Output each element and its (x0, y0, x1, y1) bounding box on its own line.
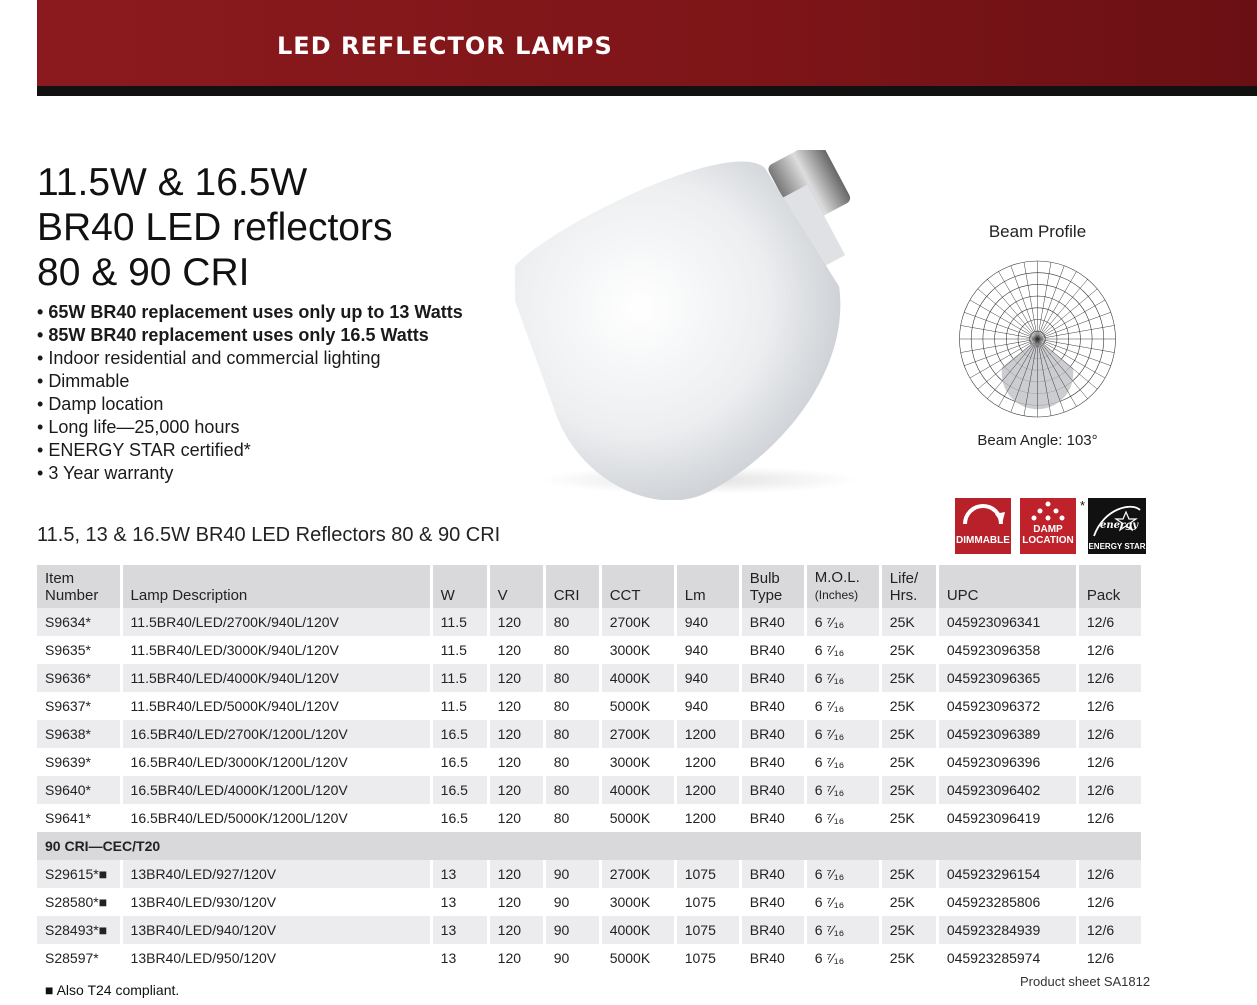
cell-upc: 045923096402 (937, 776, 1077, 804)
cell-item-number: S9635* (37, 636, 121, 664)
cell-bulb-type: BR40 (740, 916, 805, 944)
cell-volts: 120 (488, 860, 544, 888)
cell-pack: 12/6 (1077, 916, 1142, 944)
cell-mol: 6 ⁷⁄₁₆ (805, 636, 880, 664)
cell-watts: 16.5 (431, 776, 488, 804)
cell-cri: 80 (544, 748, 600, 776)
cell-life-hours: 25K (880, 720, 937, 748)
cell-cri: 90 (544, 944, 600, 972)
cell-volts: 120 (488, 664, 544, 692)
col-bulb-type (740, 565, 805, 608)
cell-volts: 120 (488, 608, 544, 636)
table-row (37, 748, 1143, 776)
cell-lumens: 1075 (675, 860, 740, 888)
cell-mol: 6 ⁷⁄₁₆ (805, 944, 880, 972)
cell-watts: 11.5 (431, 664, 488, 692)
cell-cri: 80 (544, 636, 600, 664)
cell-item-number: S28493*■ (37, 916, 121, 944)
feature-bullet: • Indoor residential and commercial lighting (37, 347, 463, 370)
dimmable-badge (955, 498, 1011, 554)
header-banner (37, 0, 1257, 86)
cell-life-hours: 25K (880, 776, 937, 804)
cell-bulb-type: BR40 (740, 776, 805, 804)
cell-lumens: 1200 (675, 748, 740, 776)
damp-location-badge (1020, 498, 1076, 554)
cell-lamp-description: 11.5BR40/LED/4000K/940L/120V (121, 664, 431, 692)
cell-item-number: S9640* (37, 776, 121, 804)
col-mol-line-2: (Inches) (814, 588, 859, 602)
cell-cct: 5000K (600, 692, 675, 720)
cell-lumens: 940 (675, 636, 740, 664)
cell-watts: 16.5 (431, 720, 488, 748)
table-caption: 11.5, 13 & 16.5W BR40 LED Reflectors 80 & 90 CRI (37, 524, 501, 546)
cell-pack: 12/6 (1077, 944, 1142, 972)
cell-mol: 6 ⁷⁄₁₆ (805, 692, 880, 720)
cell-mol: 6 ⁷⁄₁₆ (805, 804, 880, 832)
cell-upc: 045923296154 (937, 860, 1077, 888)
cell-bulb-type: BR40 (740, 636, 805, 664)
col-volts: V (488, 565, 544, 608)
cell-watts: 13 (431, 860, 488, 888)
cell-lumens: 940 (675, 664, 740, 692)
feature-bullet: • Long life—25,000 hours (37, 416, 463, 439)
energy-star-badge (1088, 498, 1146, 554)
cell-item-number: S28597* (37, 944, 121, 972)
product-headline (37, 160, 392, 295)
cell-upc: 045923096358 (937, 636, 1077, 664)
col-pack: Pack (1077, 565, 1142, 608)
table-row (37, 860, 1143, 888)
cell-volts: 120 (488, 748, 544, 776)
cell-cri: 80 (544, 664, 600, 692)
headline-line-3: 80 & 90 CRI (37, 251, 250, 294)
cell-lamp-description: 11.5BR40/LED/5000K/940L/120V (121, 692, 431, 720)
cell-bulb-type: BR40 (740, 720, 805, 748)
energy-star-label: ENERGY STAR (1088, 542, 1146, 551)
cell-cct: 3000K (600, 888, 675, 916)
product-sheet-id: Product sheet SA1812 (1020, 974, 1151, 989)
damp-badge-line-2: LOCATION (1022, 535, 1074, 546)
table-row (37, 608, 1143, 636)
col-mol (805, 565, 880, 608)
dimmer-arc-icon (955, 498, 1011, 530)
water-drops-icon (1020, 498, 1076, 524)
cell-upc: 045923285974 (937, 944, 1077, 972)
cell-volts: 120 (488, 804, 544, 832)
cell-lumens: 1200 (675, 804, 740, 832)
damp-badge-line-1: DAMP (1033, 524, 1063, 535)
cell-cct: 3000K (600, 636, 675, 664)
col-watts: W (431, 565, 488, 608)
cell-cct: 5000K (600, 944, 675, 972)
cell-pack: 12/6 (1077, 860, 1142, 888)
headline-line-2: BR40 LED reflectors (37, 206, 393, 249)
cell-watts: 13 (431, 916, 488, 944)
feature-bullet: • 3 Year warranty (37, 462, 463, 485)
cell-mol: 6 ⁷⁄₁₆ (805, 608, 880, 636)
cell-upc: 045923096389 (937, 720, 1077, 748)
cell-mol: 6 ⁷⁄₁₆ (805, 720, 880, 748)
header-rule (37, 86, 1257, 96)
feature-bullet: • ENERGY STAR certified* (37, 439, 463, 462)
cell-cct: 2700K (600, 608, 675, 636)
table-header-row (37, 565, 1143, 608)
col-upc: UPC (937, 565, 1077, 608)
cell-bulb-type: BR40 (740, 860, 805, 888)
cell-lamp-description: 13BR40/LED/940/120V (121, 916, 431, 944)
cell-watts: 16.5 (431, 804, 488, 832)
cell-lamp-description: 13BR40/LED/927/120V (121, 860, 431, 888)
cell-volts: 120 (488, 916, 544, 944)
cell-lumens: 940 (675, 608, 740, 636)
cell-watts: 11.5 (431, 636, 488, 664)
cell-item-number: S29615*■ (37, 860, 121, 888)
table-row (37, 636, 1143, 664)
cell-life-hours: 25K (880, 636, 937, 664)
feature-list (37, 301, 463, 485)
cell-upc: 045923096419 (937, 804, 1077, 832)
cell-cri: 80 (544, 804, 600, 832)
cell-lamp-description: 16.5BR40/LED/4000K/1200L/120V (121, 776, 431, 804)
col-cri: CRI (544, 565, 600, 608)
cell-cct: 2700K (600, 860, 675, 888)
feature-bullet: • Damp location (37, 393, 463, 416)
table-row (37, 692, 1143, 720)
cell-lamp-description: 13BR40/LED/930/120V (121, 888, 431, 916)
section-label: 90 CRI—CEC/T20 (37, 832, 1143, 860)
col-bulb-line-2: Type (749, 587, 783, 604)
cell-mol: 6 ⁷⁄₁₆ (805, 664, 880, 692)
cell-cri: 80 (544, 720, 600, 748)
cell-life-hours: 25K (880, 860, 937, 888)
beam-profile (930, 222, 1145, 457)
cell-pack: 12/6 (1077, 692, 1142, 720)
cell-cct: 4000K (600, 776, 675, 804)
cell-volts: 120 (488, 720, 544, 748)
cell-volts: 120 (488, 776, 544, 804)
cell-lumens: 1075 (675, 888, 740, 916)
cell-cct: 2700K (600, 720, 675, 748)
cell-bulb-type: BR40 (740, 608, 805, 636)
cell-cri: 80 (544, 692, 600, 720)
table-row (37, 916, 1143, 944)
footnote-t24: ■ Also T24 compliant. (45, 982, 180, 998)
cell-item-number: S9639* (37, 748, 121, 776)
cell-lamp-description: 11.5BR40/LED/2700K/940L/120V (121, 608, 431, 636)
cell-pack: 12/6 (1077, 776, 1142, 804)
cell-watts: 16.5 (431, 748, 488, 776)
cell-mol: 6 ⁷⁄₁₆ (805, 860, 880, 888)
table-row (37, 888, 1143, 916)
energy-star-asterisk: * (1080, 498, 1086, 513)
table-row (37, 944, 1143, 972)
cell-mol: 6 ⁷⁄₁₆ (805, 888, 880, 916)
beam-angle-label: Beam Angle: 103° (977, 432, 1098, 449)
table-row (37, 776, 1143, 804)
cell-lumens: 1200 (675, 720, 740, 748)
beam-profile-title: Beam Profile (988, 222, 1087, 241)
feature-bullet: • Dimmable (37, 370, 463, 393)
col-life-hours (880, 565, 937, 608)
cell-cri: 80 (544, 776, 600, 804)
cell-lumens: 1200 (675, 776, 740, 804)
cell-cct: 5000K (600, 804, 675, 832)
cell-upc: 045923096365 (937, 664, 1077, 692)
col-item-line-2: Number (45, 587, 99, 604)
cell-volts: 120 (488, 692, 544, 720)
col-item-number (37, 565, 121, 608)
col-lamp-description: Lamp Description (121, 565, 431, 608)
section-row-90cri (37, 832, 1143, 860)
headline-line-1: 11.5W & 16.5W (37, 161, 308, 204)
cell-watts: 11.5 (431, 608, 488, 636)
cell-item-number: S9634* (37, 608, 121, 636)
col-mol-line-1: M.O.L. (814, 569, 860, 586)
cell-volts: 120 (488, 636, 544, 664)
cell-upc: 045923284939 (937, 916, 1077, 944)
cell-life-hours: 25K (880, 888, 937, 916)
cell-bulb-type: BR40 (740, 692, 805, 720)
energy-star-logo-icon (1088, 498, 1146, 542)
cell-lamp-description: 16.5BR40/LED/2700K/1200L/120V (121, 720, 431, 748)
dimmable-badge-label: DIMMABLE (956, 535, 1010, 546)
cell-watts: 13 (431, 944, 488, 972)
cell-life-hours: 25K (880, 608, 937, 636)
cell-lumens: 1075 (675, 944, 740, 972)
cell-item-number: S28580*■ (37, 888, 121, 916)
cell-life-hours: 25K (880, 916, 937, 944)
cell-life-hours: 25K (880, 664, 937, 692)
cell-pack: 12/6 (1077, 888, 1142, 916)
cell-pack: 12/6 (1077, 804, 1142, 832)
table-row (37, 720, 1143, 748)
cell-cct: 3000K (600, 748, 675, 776)
bulb-image (515, 150, 915, 500)
cell-cri: 90 (544, 888, 600, 916)
cell-mol: 6 ⁷⁄₁₆ (805, 776, 880, 804)
banner-title: LED REFLECTOR LAMPS (277, 32, 613, 60)
col-cct: CCT (600, 565, 675, 608)
cell-life-hours: 25K (880, 748, 937, 776)
cell-watts: 13 (431, 888, 488, 916)
cell-item-number: S9637* (37, 692, 121, 720)
cell-cct: 4000K (600, 916, 675, 944)
table-row (37, 804, 1143, 832)
col-life-line-2: Hrs. (889, 587, 918, 604)
col-bulb-line-1: Bulb (749, 570, 780, 587)
cell-upc: 045923096396 (937, 748, 1077, 776)
col-lumens: Lm (675, 565, 740, 608)
cell-watts: 11.5 (431, 692, 488, 720)
cell-bulb-type: BR40 (740, 748, 805, 776)
cell-upc: 045923096372 (937, 692, 1077, 720)
cell-pack: 12/6 (1077, 608, 1142, 636)
cell-bulb-type: BR40 (740, 888, 805, 916)
cell-pack: 12/6 (1077, 636, 1142, 664)
cell-lumens: 940 (675, 692, 740, 720)
cell-pack: 12/6 (1077, 748, 1142, 776)
cell-cri: 90 (544, 916, 600, 944)
cell-life-hours: 25K (880, 944, 937, 972)
beam-polar-diagram (940, 244, 1135, 434)
cell-pack: 12/6 (1077, 664, 1142, 692)
cell-mol: 6 ⁷⁄₁₆ (805, 916, 880, 944)
cell-lamp-description: 13BR40/LED/950/120V (121, 944, 431, 972)
cell-upc: 045923096341 (937, 608, 1077, 636)
table-row (37, 664, 1143, 692)
cell-lumens: 1075 (675, 916, 740, 944)
cell-bulb-type: BR40 (740, 664, 805, 692)
cell-lamp-description: 11.5BR40/LED/3000K/940L/120V (121, 636, 431, 664)
cell-volts: 120 (488, 944, 544, 972)
cell-cri: 80 (544, 608, 600, 636)
feature-bullet: • 65W BR40 replacement uses only up to 13 Watts (37, 301, 463, 324)
cell-bulb-type: BR40 (740, 804, 805, 832)
cell-life-hours: 25K (880, 692, 937, 720)
feature-bullet: • 85W BR40 replacement uses only 16.5 Watts (37, 324, 463, 347)
cell-cri: 90 (544, 860, 600, 888)
cell-lamp-description: 16.5BR40/LED/5000K/1200L/120V (121, 804, 431, 832)
cell-lamp-description: 16.5BR40/LED/3000K/1200L/120V (121, 748, 431, 776)
cell-item-number: S9641* (37, 804, 121, 832)
cell-volts: 120 (488, 888, 544, 916)
cell-mol: 6 ⁷⁄₁₆ (805, 748, 880, 776)
cell-bulb-type: BR40 (740, 944, 805, 972)
svg-text:energy: energy (1100, 520, 1139, 531)
spec-table (37, 565, 1144, 972)
cell-life-hours: 25K (880, 804, 937, 832)
col-life-line-1: Life/ (889, 570, 919, 587)
cell-upc: 045923285806 (937, 888, 1077, 916)
cell-item-number: S9638* (37, 720, 121, 748)
cell-item-number: S9636* (37, 664, 121, 692)
col-item-line-1: Item (45, 570, 75, 587)
cell-pack: 12/6 (1077, 720, 1142, 748)
cell-cct: 4000K (600, 664, 675, 692)
